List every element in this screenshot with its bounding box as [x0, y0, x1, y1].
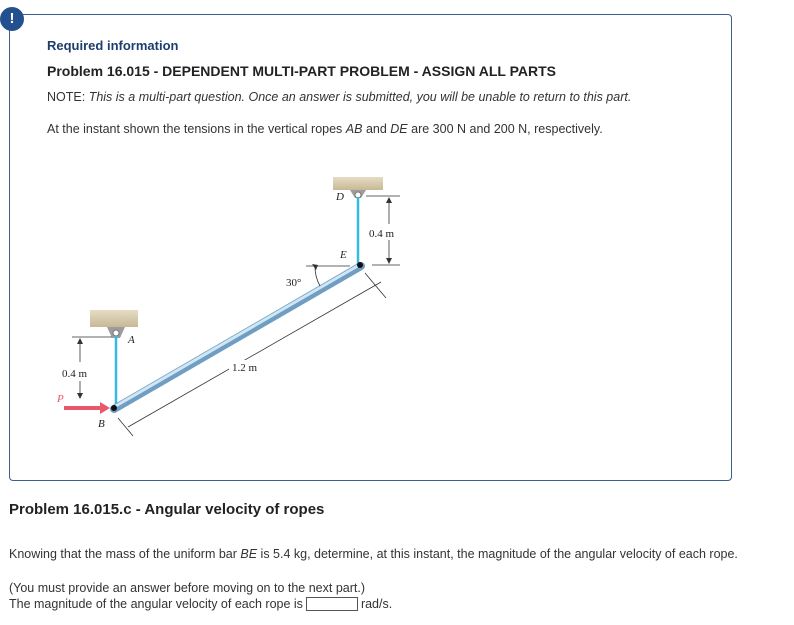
bar-be-highlight — [114, 264, 361, 407]
bar-be — [114, 266, 361, 409]
angle-label: 30° — [286, 277, 302, 289]
alert-icon: ! — [0, 7, 24, 31]
statement-text: and — [362, 122, 391, 136]
statement-text: are 300 N and 200 N, respectively. — [407, 122, 603, 136]
joint-b — [111, 405, 117, 411]
dim-label-left: 0.4 m — [62, 368, 88, 380]
dim-arrow — [386, 197, 392, 203]
part-title: Problem 16.015.c - Angular velocity of ropes — [9, 501, 325, 518]
label-b: B — [98, 418, 105, 430]
answer-row — [9, 597, 392, 611]
answer-label: The magnitude of the angular velocity of each rope is — [9, 597, 303, 611]
angular-velocity-input[interactable] — [306, 597, 358, 611]
note-text — [47, 90, 687, 105]
rope-ab-label: AB — [345, 122, 363, 136]
dim-arrow — [77, 393, 83, 399]
rope-de-label: DE — [390, 122, 408, 136]
reminder-text: (You must provide an answer before moving on to the next part.) — [9, 581, 365, 595]
dim-line-bar — [365, 273, 386, 298]
dim-arrow — [386, 258, 392, 264]
label-p: P — [57, 393, 64, 405]
label-d: D — [336, 191, 344, 203]
dim-label-bar: 1.2 m — [232, 362, 258, 374]
label-a: A — [128, 334, 135, 346]
dim-line-bar — [128, 282, 381, 427]
statement-text: At the instant shown the tensions in the vertical ropes — [47, 122, 346, 136]
question-text-part: is 5.4 kg, determine, at this instant, the magnitude of the angular velocity of each rope. — [257, 547, 738, 561]
note-body: This is a multi-part question. Once an answer is submitted, you will be unable to return to this part. — [88, 90, 632, 104]
joint-e — [357, 262, 363, 268]
unit-label: rad/s. — [360, 597, 393, 611]
problem-figure — [50, 175, 430, 445]
support-a — [90, 310, 138, 327]
force-p-arrowhead — [100, 402, 110, 414]
label-e: E — [340, 249, 347, 261]
dim-line-bar — [118, 418, 133, 436]
note-label: NOTE: — [47, 90, 86, 104]
problem-title: Problem 16.015 - DEPENDENT MULTI-PART PROBLEM - ASSIGN ALL PARTS — [47, 63, 556, 79]
question-text — [9, 547, 779, 562]
pin-a — [113, 330, 119, 336]
required-info-heading: Required information — [47, 38, 179, 53]
dim-arrow — [77, 338, 83, 344]
bar-label: BE — [240, 547, 258, 561]
problem-statement — [47, 122, 727, 136]
dim-label-right: 0.4 m — [369, 228, 395, 240]
support-d — [333, 177, 383, 190]
question-text-part: Knowing that the mass of the uniform bar — [9, 547, 241, 561]
